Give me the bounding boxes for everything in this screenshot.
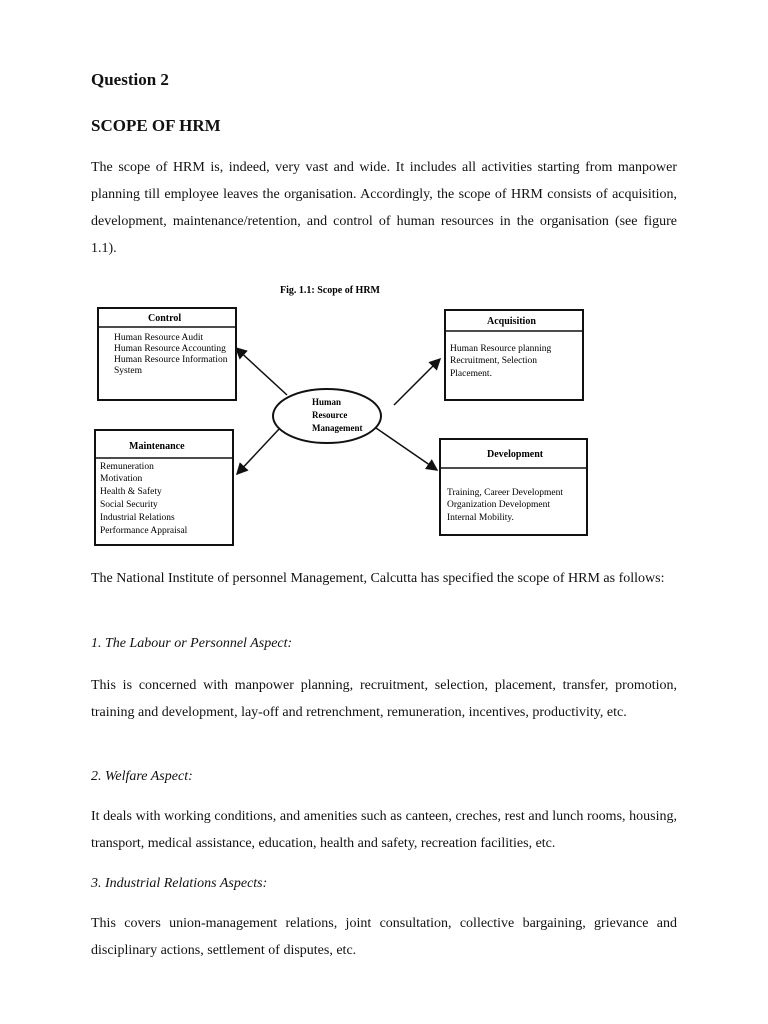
aspect-heading-labour: 1. The Labour or Personnel Aspect: [91,636,293,651]
control-item: Human Resource Audit [114,333,204,343]
center-label: Human [312,397,342,407]
arrow-to-control [236,348,287,395]
section-title: SCOPE OF HRM [91,116,221,135]
aspect-heading-industrial-relations: 3. Industrial Relations Aspects: [91,876,268,891]
hrm-center-ellipse [273,389,381,443]
acquisition-item: Recruitment, Selection [450,356,538,366]
aspect-text-industrial-relations: This covers union-management relations, joint consultation, collective bargaining, grievance and disciplinary actions, settlement of disputes, etc. [91,916,677,958]
development-item: Internal Mobility. [447,513,514,523]
acquisition-item: Placement. [450,369,492,379]
aspect-text-labour: This is concerned with manpower planning, recruitment, selection, placement, transfer, promotion, training and development, lay-off and retrenchment, remuneration, incentives, productivity, etc. [91,678,677,720]
maintenance-item: Motivation [100,474,143,484]
development-item: Organization Development [447,500,550,510]
maintenance-item: Industrial Relations [100,513,175,523]
development-title: Development [487,449,544,460]
maintenance-item: Performance Appraisal [100,526,188,536]
acquisition-box [445,310,583,400]
scope-of-hrm-figure [90,278,590,550]
maintenance-item: Social Security [100,500,158,510]
nipm-paragraph: The National Institute of personnel Management, Calcutta has specified the scope of HRM as follows: [91,571,665,586]
center-label: Resource [312,410,348,420]
maintenance-item: Health & Safety [100,487,162,497]
development-box [440,439,587,535]
aspect-text-welfare: It deals with working conditions, and amenities such as canteen, creches, rest and lunch rooms, housing, transport, medical assistance, education, health and safety, recreation facilities, etc. [91,809,677,851]
maintenance-title: Maintenance [129,441,185,452]
arrow-to-acquisition [394,359,440,405]
figure-diagram [90,278,590,550]
control-item: Human Resource Accounting [114,344,226,354]
control-item: System [114,366,142,376]
control-box [98,308,236,400]
arrow-to-maintenance [237,428,280,474]
acquisition-item: Human Resource planning [450,344,552,354]
arrow-to-development [376,428,437,470]
maintenance-item: Remuneration [100,462,154,472]
maintenance-box [95,430,233,545]
control-title: Control [148,313,182,324]
development-item: Training, Career Development [447,488,563,498]
control-item: Human Resource Information [114,355,228,365]
center-label: Management [312,423,363,433]
aspect-heading-welfare: 2. Welfare Aspect: [91,769,193,784]
figure-title: Fig. 1.1: Scope of HRM [280,285,380,296]
intro-paragraph: The scope of HRM is, indeed, very vast and wide. It includes all activities starting from manpower planning till employee leaves the organisation. Accordingly, the scope of HRM consists of acquisition, development, maintenance/retention, and control of human resources in the organisation (see figure 1.1). [91,160,677,256]
question-title: Question 2 [91,70,169,89]
acquisition-title: Acquisition [487,316,536,327]
